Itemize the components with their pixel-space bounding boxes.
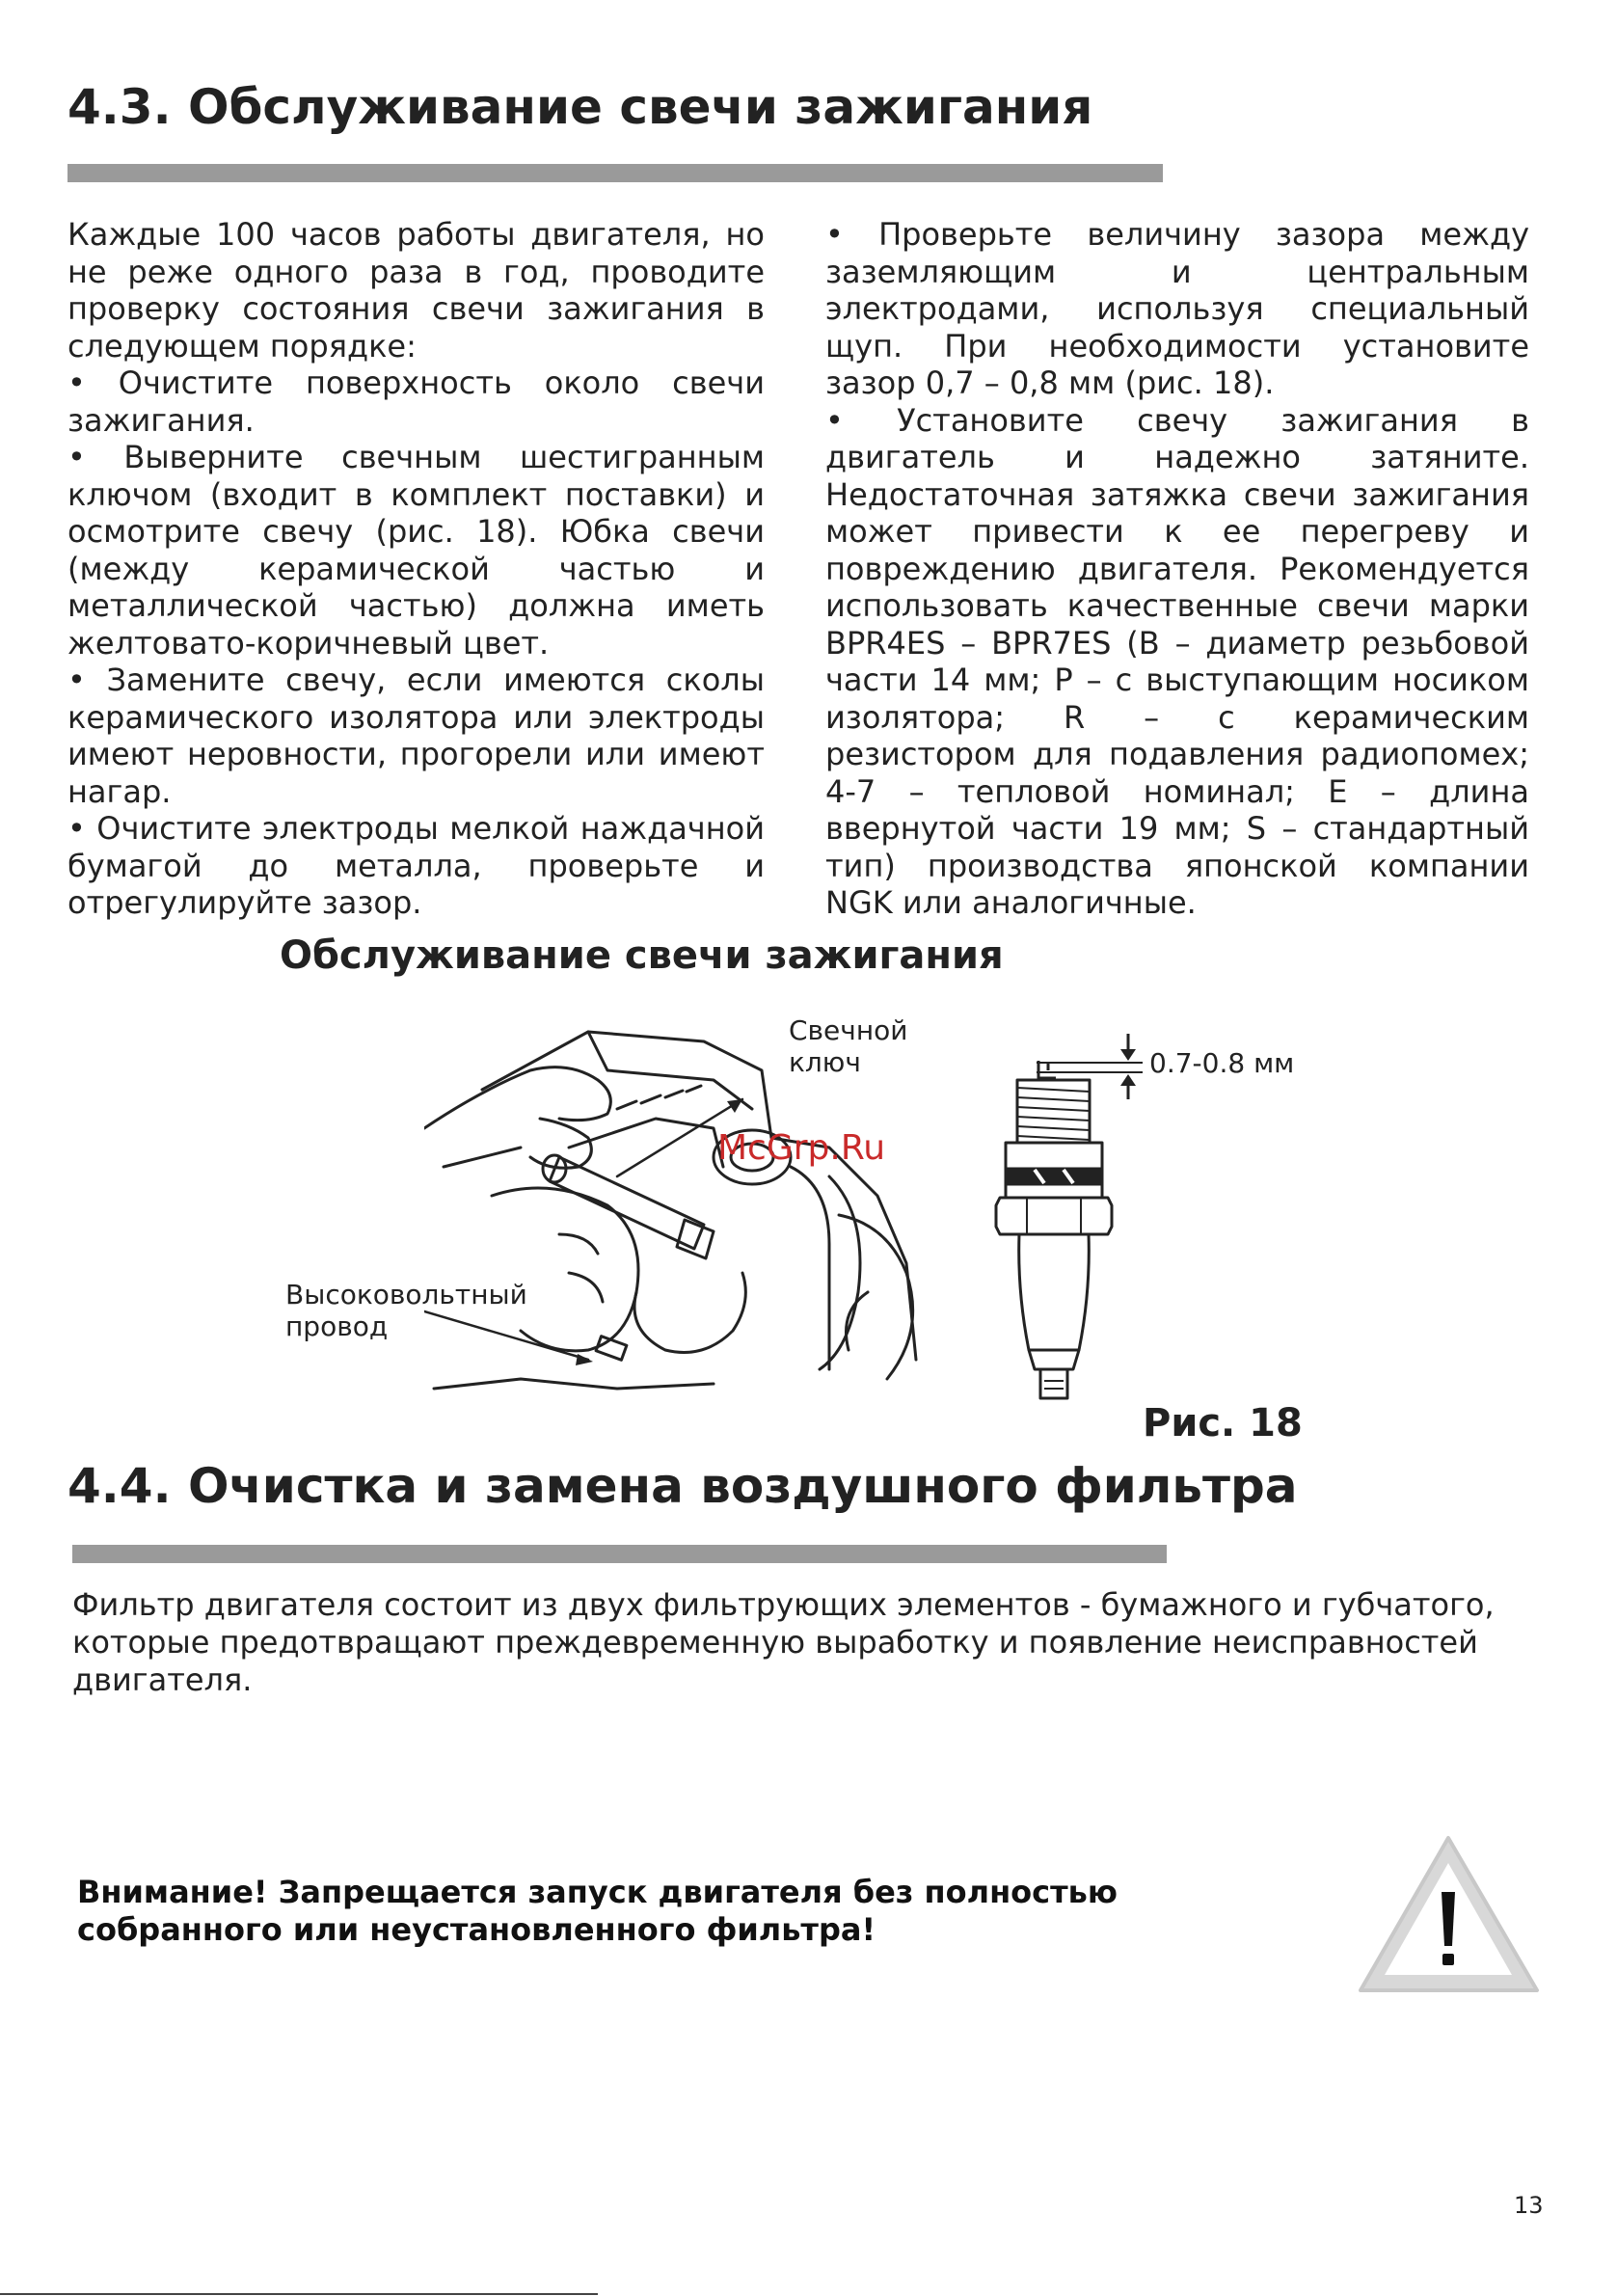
filter-description: Фильтр двигателя состоит из двух фильтрующих элементов - бумажного и губчатого, которые предотвращают преждевременную выработку и появление неисправностей двигателя.	[72, 1586, 1495, 1698]
wrench-label	[789, 1014, 907, 1078]
warning-text: Внимание! Запрещается запуск двигателя без полностью собранного или неустановленного фильтра!	[77, 1874, 1118, 1948]
bottom-divider	[0, 2293, 598, 2295]
right-column	[825, 216, 1529, 922]
bullet-item: • Выверните свечным шестигранным ключом (входит в комплект поставки) и осмотрите свечу (рис. 18). Юбка свечи (между керамической частью и металлической частью) должна иметь желтовато-коричневый цвет.	[67, 439, 765, 662]
watermark: McGrp.Ru	[717, 1128, 886, 1168]
gap-label: 0.7-0.8 мм	[1149, 1047, 1295, 1079]
figure-caption: Рис. 18	[1143, 1401, 1303, 1445]
wrench-label-line1: Свечной	[789, 1014, 908, 1046]
bullet-item: • Проверьте величину зазора между заземляющим и центральным электродами, используя специальный щуп. При необходимости установите зазор 0,7 – 0,8 мм (рис. 18).	[825, 216, 1529, 401]
page-number: 13	[1514, 2192, 1544, 2219]
paragraph: Каждые 100 часов работы двигателя, но не реже одного раза в год, проводите проверку состояния свечи зажигания в следующем порядке:	[67, 216, 765, 365]
wire-label-line1: Высоковольтный	[285, 1279, 527, 1310]
figure-title: Обслуживание свечи зажигания	[280, 933, 1004, 978]
spark-plug-illustration	[979, 1022, 1143, 1408]
bullet-item: • Очистите электроды мелкой наждачной бумагой до металла, проверьте и отрегулируйте зазор.	[67, 810, 765, 921]
bullet-item: • Установите свечу зажигания в двигатель и надежно затяните. Недостаточная затяжка свечи зажигания может привести к ее перегреву и повреждению двигателя. Рекомендуется использовать качественные свечи марки BPR4ES – BPR7ES (B – диаметр резьбовой части 14 мм; P – с выступающим носиком изолятора; R – с керамическим резистором для подавления радиопомех; 4-7 – тепловой номинал; E – длина ввернутой части 19 мм; S – стандартный тип) производства японской компании NGK или аналогичные.	[825, 401, 1529, 921]
warning-triangle-icon	[1355, 1832, 1543, 1996]
wire-label	[285, 1279, 527, 1342]
section-title-4-4: 4.4. Очистка и замена воздушного фильтра	[67, 1458, 1298, 1514]
left-column	[67, 216, 765, 922]
bullet-item: • Замените свечу, если имеются сколы керамического изолятора или электроды имеют неровности, прогорели или имеют нагар.	[67, 662, 765, 810]
section-title-4-3: 4.3. Обслуживание свечи зажигания	[67, 79, 1093, 135]
section-divider	[72, 1545, 1167, 1563]
wire-label-line2: провод	[285, 1310, 389, 1342]
wrench-label-line2: ключ	[789, 1046, 861, 1078]
bullet-item: • Очистите поверхность около свечи зажигания.	[67, 365, 765, 439]
section-divider	[67, 164, 1163, 182]
